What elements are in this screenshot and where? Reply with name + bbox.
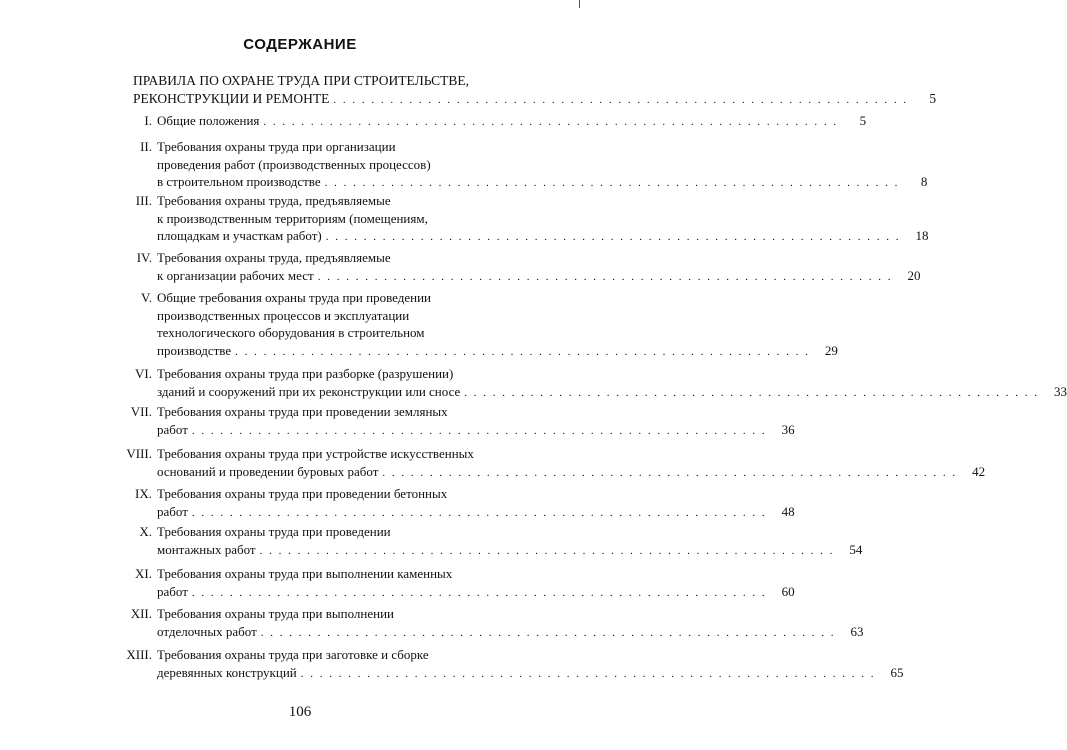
dot-leader: . . . . . . . . . . . . . . . . . . . . . . . . . . . . . . . . . . . . . . . . . . . . . . . . . . . . . . . . . . . . .: [325, 231, 901, 243]
toc-entry-number: XII.: [130, 606, 152, 621]
toc-entry-number: VIII.: [126, 446, 152, 461]
toc-page-number: 18: [915, 228, 929, 243]
toc-page-number: 5: [859, 113, 867, 128]
toc-entry-text: работ: [157, 583, 188, 599]
toc-entry-line: [157, 227, 929, 245]
toc-entry-number: VII.: [130, 404, 152, 419]
toc-page-number: 36: [781, 421, 795, 437]
toc-entry-body: [157, 192, 929, 245]
toc-entry-body: [157, 523, 863, 558]
dot-leader: . . . . . . . . . . . . . . . . . . . . . . . . . . . . . . . . . . . . . . . . . . . . . . . . . . . . . . . . . . . . .: [259, 544, 835, 557]
toc-entry-line: [157, 173, 928, 191]
toc-entry-line: производственных процессов и эксплуатации: [157, 307, 410, 323]
dot-leader: . . . . . . . . . . . . . . . . . . . . . . . . . . . . . . . . . . . . . . . . . . . . . . . . . . . . . . . . . . . . .: [382, 466, 958, 479]
toc-entry-line: Требования охраны труда при проведении земляных: [157, 404, 448, 419]
toc-entry-line: [157, 421, 795, 439]
toc-entry-line: технологического оборудования в строительном: [157, 325, 425, 340]
dot-leader: . . . . . . . . . . . . . . . . . . . . . . . . . . . . . . . . . . . . . . . . . . . . . . . . . . . . . . . . . . . . .: [191, 424, 767, 437]
toc-page-number: 65: [890, 664, 904, 680]
toc-entry-text: работ: [157, 503, 188, 519]
toc-entry-line: Требования охраны труда, предъявляемые: [157, 250, 391, 265]
toc-entry-line: Требования охраны труда при заготовке и сборке: [157, 647, 429, 662]
toc-entry-line: [157, 112, 867, 130]
toc-entry-line: к производственным территориям (помещениям,: [157, 210, 428, 226]
toc-entry-line: Требования охраны труда при устройстве искусственных: [157, 446, 474, 461]
toc-entry-line: [157, 267, 921, 285]
toc-entry-text: оснований и проведении буровых работ: [157, 463, 379, 479]
toc-entry-text: в строительном производстве: [157, 174, 321, 189]
toc-entry-text: работ: [157, 421, 188, 437]
toc-entry-line: [157, 342, 838, 360]
toc-entry-line: [157, 664, 904, 682]
toc-entry-text: к организации рабочих мест: [157, 267, 314, 283]
toc-page-number: 54: [849, 541, 863, 557]
toc-entry-line: проведения работ (производственных процессов): [157, 156, 431, 172]
toc-entry-number: XIII.: [126, 647, 152, 662]
dot-leader: . . . . . . . . . . . . . . . . . . . . . . . . . . . . . . . . . . . . . . . . . . . . . . . . . . . . . . . . . . . . .: [300, 667, 876, 680]
toc-entry-text: производстве: [157, 342, 232, 358]
toc-entry-line: [157, 383, 1067, 401]
dot-leader: . . . . . . . . . . . . . . . . . . . . . . . . . . . . . . . . . . . . . . . . . . . . . . . . . . . . . . . . . . . . .: [464, 386, 1040, 399]
toc-page-number: 42: [972, 463, 986, 479]
toc-entry-number: VI.: [135, 366, 152, 381]
toc-part-line-last: [133, 90, 937, 108]
toc-page-number: 8: [920, 174, 928, 189]
toc-entry-number: IX.: [135, 486, 152, 501]
toc-entry-number: V.: [141, 290, 152, 305]
toc-page-number: 63: [850, 623, 864, 639]
dot-leader: . . . . . . . . . . . . . . . . . . . . . . . . . . . . . . . . . . . . . . . . . . . . . . . . . . . . . . . . . . . . .: [317, 270, 893, 283]
toc-page-number: 5: [929, 91, 937, 106]
toc-entry-line: [157, 583, 795, 601]
page-number: 106: [288, 704, 312, 720]
toc-part-heading: [133, 72, 937, 108]
toc-entry-body: [157, 112, 867, 130]
toc-page-number: 20: [907, 267, 921, 283]
toc-entry-line: [157, 541, 863, 559]
toc-entry-line: Требования охраны труда при выполнении: [157, 606, 394, 621]
page-title: СОДЕРЖАНИЕ: [243, 36, 357, 53]
toc-entry-line: [157, 463, 986, 481]
toc-entry-body: [157, 249, 921, 284]
dot-leader: . . . . . . . . . . . . . . . . . . . . . . . . . . . . . . . . . . . . . . . . . . . . . . . . . . . . . . . . . . . . .: [324, 177, 900, 189]
toc-entry-body: [157, 403, 795, 438]
toc-entry-text: площадкам и участкам работ): [157, 228, 322, 243]
toc-page-number: 48: [781, 503, 795, 519]
toc-entry-body: [157, 605, 864, 640]
dot-leader: . . . . . . . . . . . . . . . . . . . . . . . . . . . . . . . . . . . . . . . . . . . . . . . . . . . . . . . . . . . . .: [260, 626, 836, 639]
toc-entry-body: [157, 646, 904, 681]
toc-entry-text: монтажных работ: [157, 541, 256, 557]
dot-leader: . . . . . . . . . . . . . . . . . . . . . . . . . . . . . . . . . . . . . . . . . . . . . . . . . . . . . . . . . . . . .: [333, 94, 909, 106]
toc-entry-line: [157, 503, 795, 521]
toc-entry-text: деревянных конструкций: [157, 664, 297, 680]
toc-part-line: ПРАВИЛА ПО ОХРАНЕ ТРУДА ПРИ СТРОИТЕЛЬСТВЕ,: [133, 73, 470, 88]
toc-entry-body: [157, 485, 795, 520]
toc-page-number: 29: [824, 342, 838, 358]
dot-leader: . . . . . . . . . . . . . . . . . . . . . . . . . . . . . . . . . . . . . . . . . . . . . . . . . . . . . . . . . . . . .: [235, 345, 810, 358]
toc-entry-number: XI.: [135, 566, 152, 581]
dot-leader: . . . . . . . . . . . . . . . . . . . . . . . . . . . . . . . . . . . . . . . . . . . . . . . . . . . . . . . . . . . . .: [191, 506, 767, 519]
toc-entry-line: Требования охраны труда при организации: [157, 139, 396, 154]
toc-entry-line: Требования охраны труда при разборке (разрушении): [157, 366, 454, 381]
dot-leader: . . . . . . . . . . . . . . . . . . . . . . . . . . . . . . . . . . . . . . . . . . . . . . . . . . . . . . . . . . . . .: [263, 116, 839, 128]
toc-entry-body: [157, 365, 1067, 400]
toc-part-text: РЕКОНСТРУКЦИИ И РЕМОНТЕ: [133, 91, 330, 106]
toc-entry-line: Требования охраны труда, предъявляемые: [157, 193, 391, 208]
toc-entry-body: [157, 445, 986, 480]
toc-entry-line: Общие требования охраны труда при проведении: [157, 290, 432, 305]
toc-entry-number: III.: [135, 193, 152, 208]
toc-page-number: 33: [1054, 383, 1067, 399]
toc-entry-number: X.: [139, 524, 152, 539]
toc-entry-line: [157, 623, 864, 641]
toc-entry-body: [157, 138, 928, 191]
toc-entry-number: II.: [140, 139, 152, 154]
toc-entry-line: Требования охраны труда при проведении: [157, 524, 391, 539]
page-edge-mark: [579, 0, 580, 8]
toc-entry-text: Общие положения: [157, 113, 260, 128]
toc-entry-body: [157, 289, 838, 359]
toc-entry-line: Требования охраны труда при выполнении каменных: [157, 566, 453, 581]
toc-entry-number: IV.: [136, 250, 152, 265]
toc-page-number: 60: [781, 583, 795, 599]
toc-entry-body: [157, 565, 795, 600]
toc-entry-line: Требования охраны труда при проведении бетонных: [157, 486, 448, 501]
toc-entry-number: I.: [144, 113, 152, 128]
dot-leader: . . . . . . . . . . . . . . . . . . . . . . . . . . . . . . . . . . . . . . . . . . . . . . . . . . . . . . . . . . . . .: [191, 586, 767, 599]
toc-entry-text: отделочных работ: [157, 623, 257, 639]
toc-entry-text: зданий и сооружений при их реконструкции или сносе: [157, 383, 461, 399]
